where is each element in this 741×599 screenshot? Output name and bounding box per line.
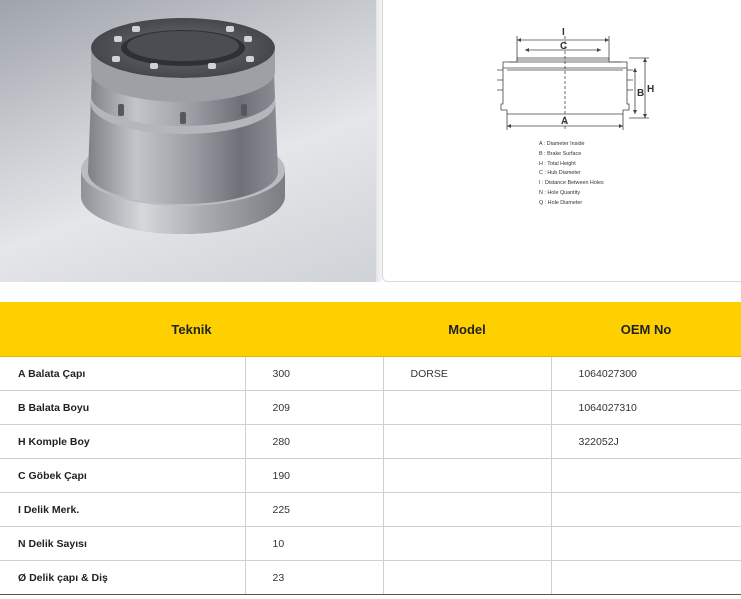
spec-value: 300 [245, 357, 383, 391]
oem-cell [551, 459, 741, 493]
model-cell: DORSE [383, 357, 551, 391]
spec-value: 280 [245, 425, 383, 459]
spec-value: 225 [245, 493, 383, 527]
technical-drawing [382, 0, 741, 282]
table-row [0, 425, 741, 459]
table-row [0, 357, 741, 391]
spec-label: N Delik Sayısı [0, 527, 245, 561]
table-row [0, 459, 741, 493]
oem-cell [551, 493, 741, 527]
spec-label: B Balata Boyu [0, 391, 245, 425]
spec-label: I Delik Merk. [0, 493, 245, 527]
legend-item: H : Total Height [539, 160, 576, 167]
legend-item: C : Hub Diameter [539, 170, 581, 177]
dim-c-label: C [560, 41, 568, 52]
table-row [0, 561, 741, 595]
oem-cell [551, 527, 741, 561]
model-cell [383, 493, 551, 527]
oem-cell: 1064027300 [551, 357, 741, 391]
table-row [0, 391, 741, 425]
table-row [0, 527, 741, 561]
oem-cell [551, 561, 741, 595]
legend-item: A : Diameter Inside [539, 141, 585, 147]
model-cell [383, 561, 551, 595]
model-cell [383, 459, 551, 493]
spec-value: 23 [245, 561, 383, 595]
oem-cell: 322052J [551, 425, 741, 459]
brake-drum-image [0, 0, 376, 282]
legend-item: N : Hole Quantity [539, 189, 581, 196]
product-photo [0, 0, 376, 282]
header-oem: OEM No [551, 302, 741, 357]
legend-item: B : Brake Surface [539, 150, 582, 157]
spec-label: C Göbek Çapı [0, 459, 245, 493]
dim-a-label: A [561, 116, 569, 127]
oem-cell: 1064027310 [551, 391, 741, 425]
model-cell [383, 391, 551, 425]
spec-value: 190 [245, 459, 383, 493]
header-teknik: Teknik [0, 302, 383, 357]
table-header-row [0, 302, 741, 357]
specification-table [0, 302, 741, 595]
dim-i-label: I [562, 27, 565, 38]
legend-item: Q : Hole Diameter [539, 199, 583, 206]
model-cell [383, 527, 551, 561]
spec-label: A Balata Çapı [0, 357, 245, 391]
legend-item: I : Distance Between Holes [539, 180, 604, 187]
dimension-legend [539, 140, 604, 209]
spec-label: H Komple Boy [0, 425, 245, 459]
table-row [0, 493, 741, 527]
spec-value: 10 [245, 527, 383, 561]
model-cell [383, 425, 551, 459]
dim-h-label: H [647, 84, 655, 95]
spec-label: Ø Delik çapı & Diş [0, 561, 245, 595]
header-model: Model [383, 302, 551, 357]
spec-value: 209 [245, 391, 383, 425]
dim-b-label: B [637, 88, 645, 99]
